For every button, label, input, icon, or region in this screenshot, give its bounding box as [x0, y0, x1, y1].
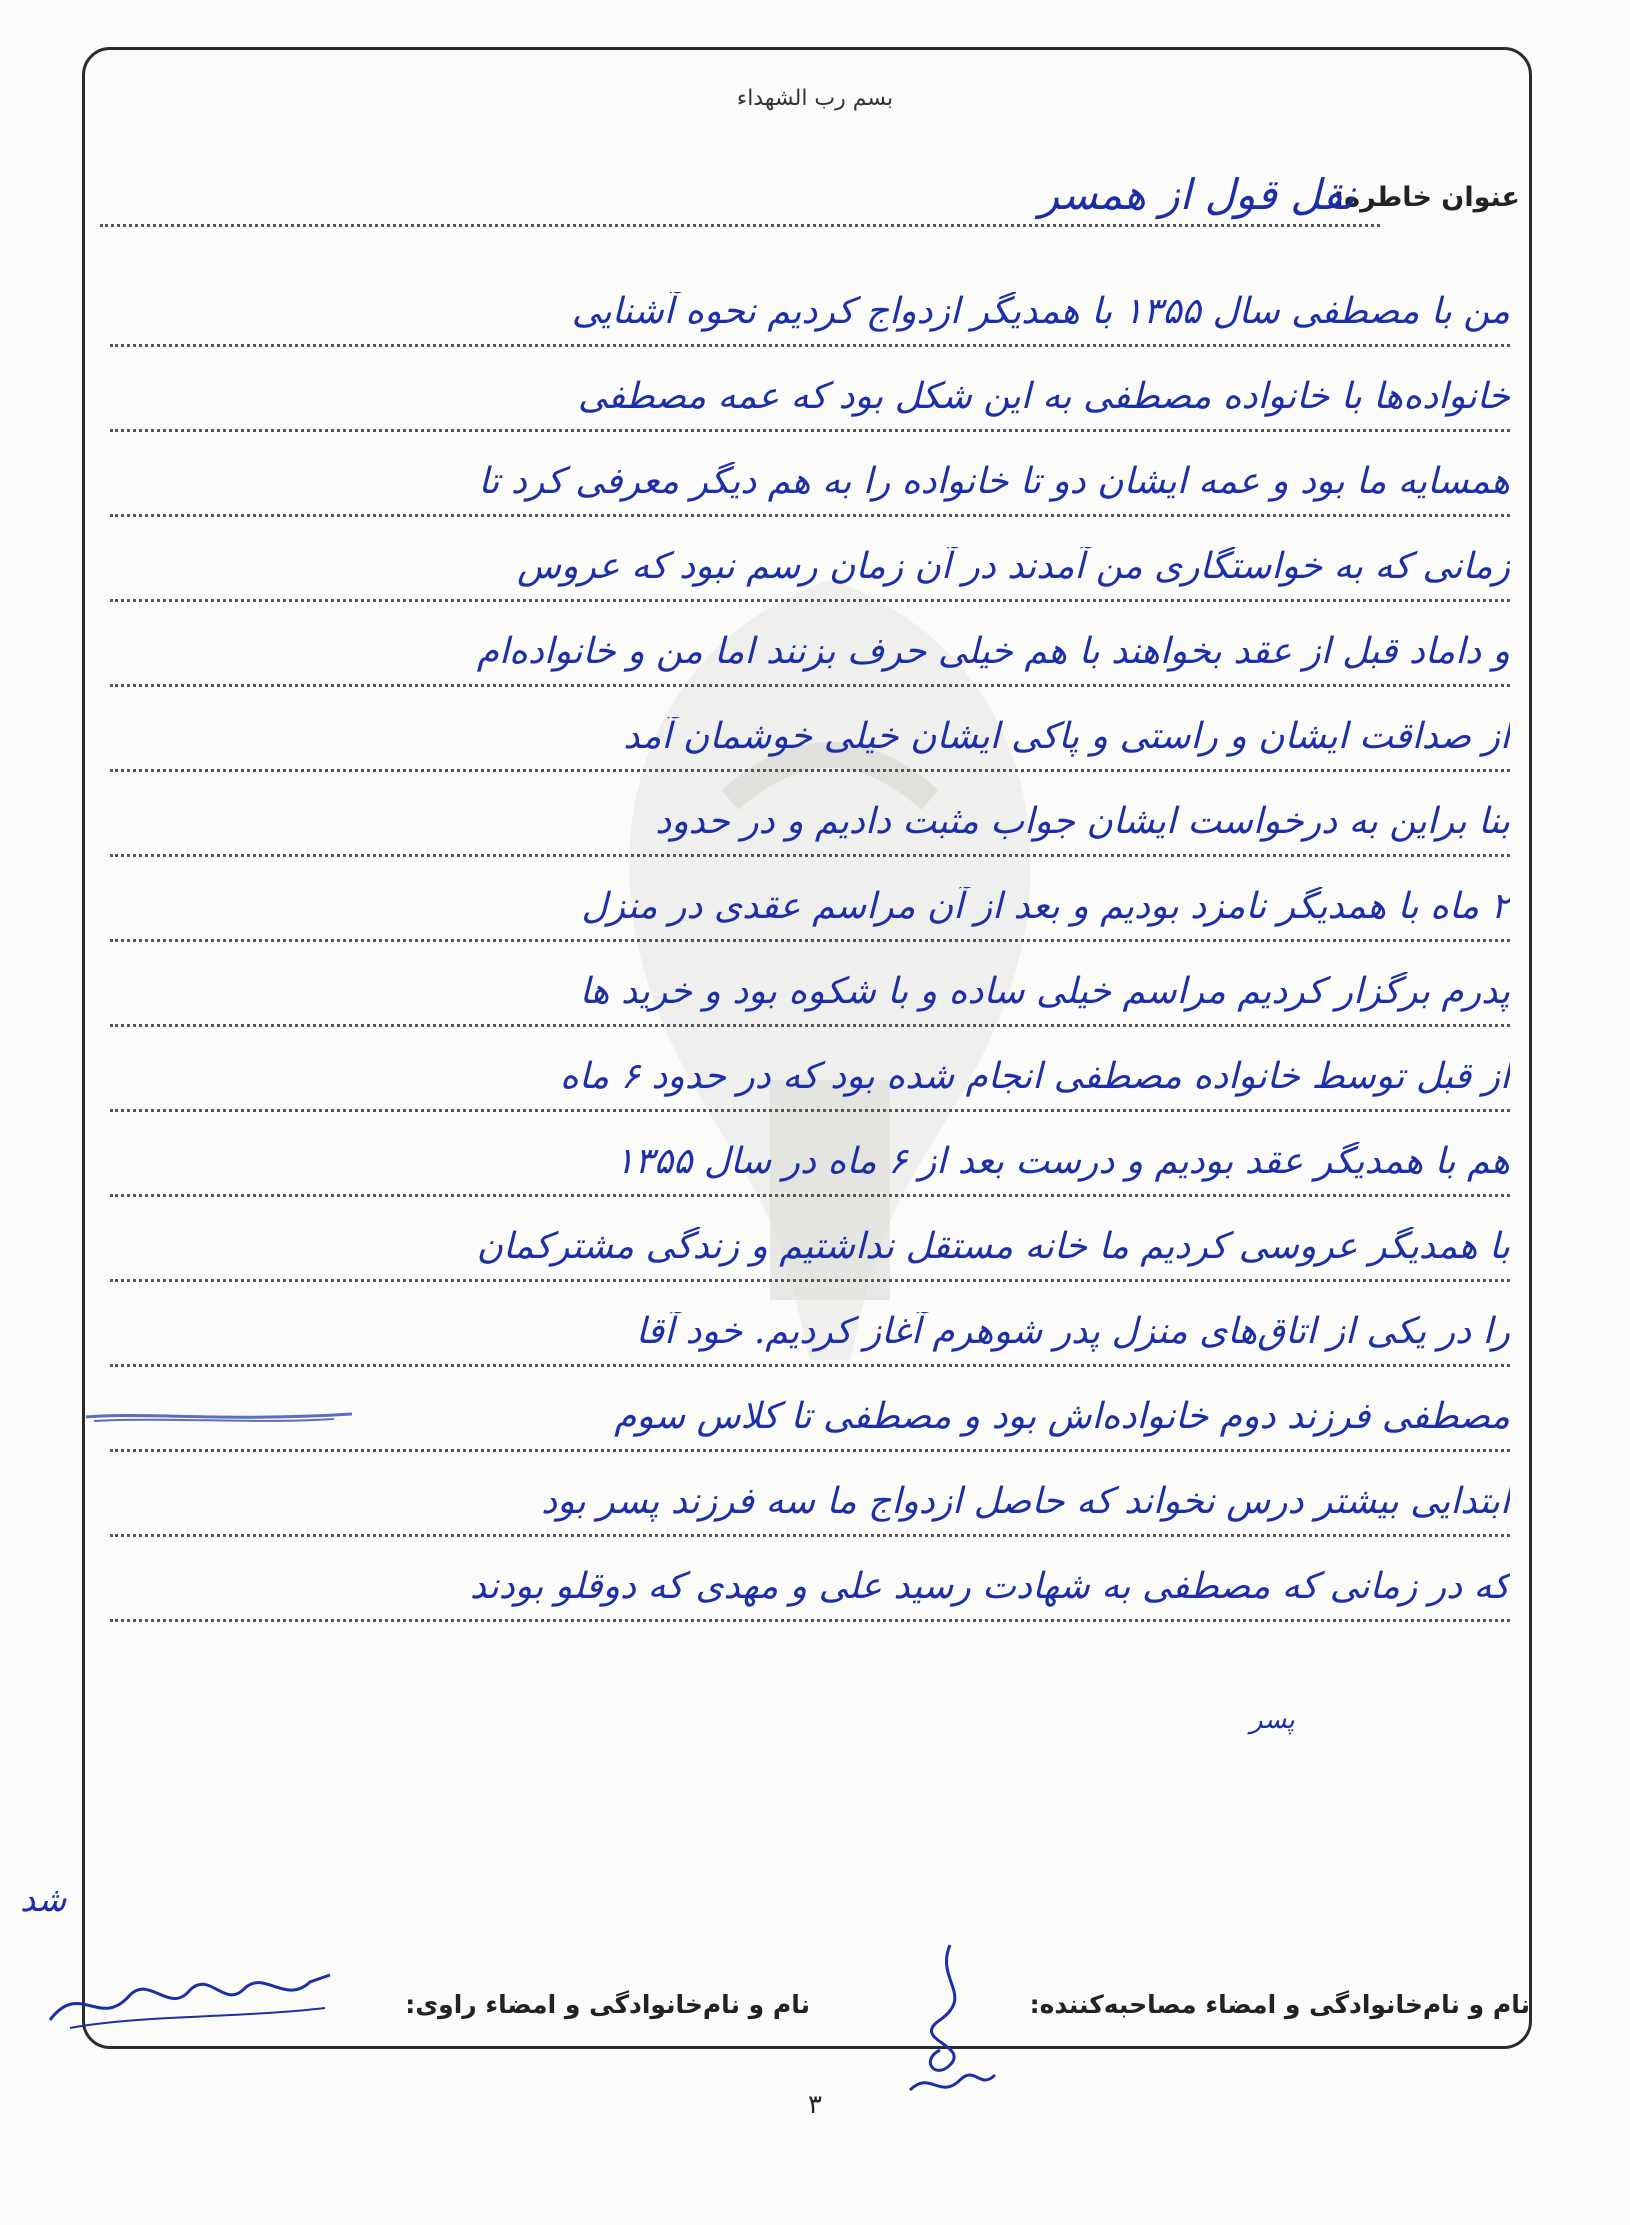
- memoir-line-text: مصطفی فرزند دوم خانواده‌اش بود و مصطفی تا کلاس سوم: [614, 1397, 1510, 1437]
- memoir-line-text: هم با همدیگر عقد بودیم و درست بعد از ۶ ماه در سال ۱۳۵۵: [615, 1142, 1510, 1182]
- memoir-line-text: که در زمانی که مصطفی به شهادت رسید علی و مهدی که دوقلو بودند: [469, 1567, 1510, 1607]
- memoir-line: [110, 687, 1510, 772]
- memoir-line: [110, 772, 1510, 857]
- memoir-line-text: ابتدایی بیشتر درس نخواند که حاصل ازدواج ما سه فرزند پسر بود: [541, 1482, 1510, 1522]
- memoir-title-row: [100, 170, 1520, 240]
- memoir-line-text: از صداقت ایشان و راستی و پاکی ایشان خیلی خوشمان آمد: [623, 717, 1510, 757]
- memoir-line-text: ۲ ماه با همدیگر نامزد بودیم و بعد از آن مراسم عقدی در منزل: [581, 887, 1510, 927]
- handwritten-strikethrough: [84, 1408, 354, 1426]
- memoir-line: [110, 1452, 1510, 1537]
- memoir-line: [110, 857, 1510, 942]
- narrator-signature: [40, 1960, 340, 2040]
- memoir-line-text: را در یکی از اتاق‌های منزل پدر شوهرم آغاز کردیم. خود آقا: [635, 1312, 1510, 1352]
- memoir-line: [110, 1537, 1510, 1622]
- memoir-line: [110, 1027, 1510, 1112]
- memoir-line: [110, 262, 1510, 347]
- memoir-line: [110, 517, 1510, 602]
- memoir-line: [110, 347, 1510, 432]
- memoir-line-text: همسایه ما بود و عمه ایشان دو تا خانواده را به هم دیگر معرفی کرد تا: [478, 462, 1510, 502]
- memoir-title-value: نقل قول از همسر: [1038, 170, 1355, 219]
- margin-note-continuation: شد: [20, 1880, 67, 1920]
- memoir-line-text: پدرم برگزار کردیم مراسم خیلی ساده و با شکوه بود و خرید ها: [579, 972, 1510, 1012]
- memoir-line: [110, 602, 1510, 687]
- memoir-title-label: عنوان خاطره:: [1333, 182, 1520, 213]
- interviewer-signature: [880, 1940, 1020, 2100]
- memoir-line-text: زمانی که به خواستگاری من آمدند در آن زمان رسم نبود که عروس: [517, 547, 1510, 587]
- memoir-line-text: و داماد قبل از عقد بخواهند با هم خیلی حرف بزنند اما من و خانواده‌ام: [476, 632, 1510, 672]
- memoir-line: [110, 1197, 1510, 1282]
- memoir-line-text: خانواده‌ها با خانواده مصطفی به این شکل بود که عمه مصطفی: [577, 377, 1510, 417]
- narrator-signature-label: نام و نام‌خانوادگی و امضاء راوی:: [405, 1990, 810, 2019]
- page-number: ۳: [808, 2090, 822, 2120]
- memoir-line-text: بنا براین به درخواست ایشان جواب مثبت دادیم و در حدود: [655, 802, 1510, 842]
- page-header-title: بسم رب الشهداء: [736, 86, 894, 111]
- title-dotted-line: [100, 224, 1380, 227]
- memoir-line: [110, 432, 1510, 517]
- memoir-line: [110, 942, 1510, 1027]
- memoir-line-text: من با مصطفی سال ۱۳۵۵ با همدیگر ازدواج کردیم نحوه آشنایی: [571, 292, 1510, 332]
- interviewer-signature-label: نام و نام‌خانوادگی و امضاء مصاحبه‌کننده:: [1029, 1990, 1530, 2019]
- memoir-line: [110, 1112, 1510, 1197]
- margin-note-insert: پسر: [1250, 1705, 1295, 1735]
- memoir-line-text: با همدیگر عروسی کردیم ما خانه مستقل نداشتیم و زندگی مشترکمان: [476, 1227, 1510, 1267]
- memoir-line: [110, 1282, 1510, 1367]
- memoir-line-text: از قبل توسط خانواده مصطفی انجام شده بود که در حدود ۶ ماه: [560, 1057, 1510, 1097]
